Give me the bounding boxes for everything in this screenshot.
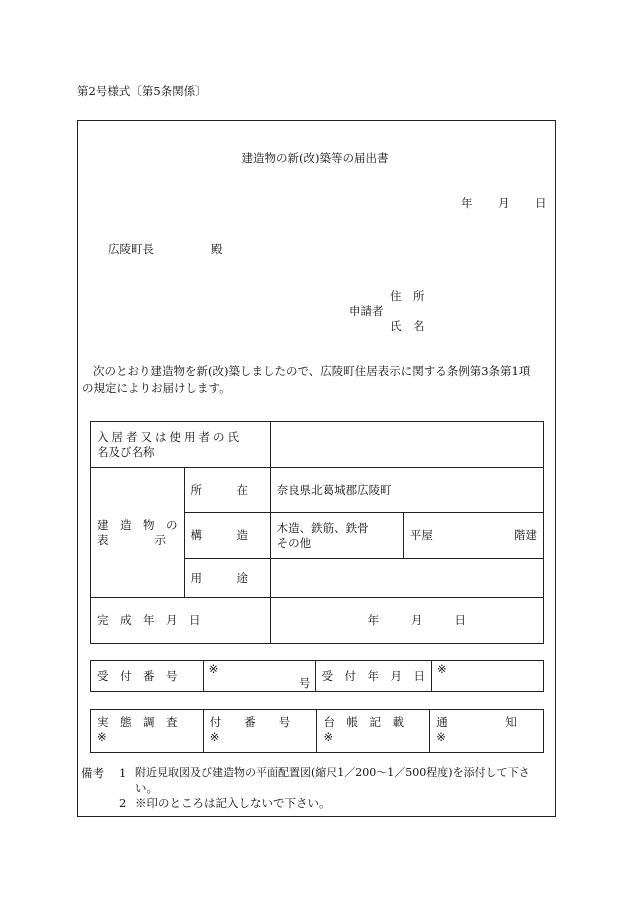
completion-date-cell[interactable] [270, 598, 543, 644]
survey-cell[interactable] [91, 710, 204, 753]
applicant-name-label: 氏 名 [390, 319, 425, 333]
notice-mark: ※ [436, 730, 446, 744]
completion-month: 月 [411, 613, 423, 627]
addressee-name: 広陵町長 [108, 242, 154, 256]
completion-label: 完 成 年 月 日 [97, 613, 201, 627]
remarks-item2-text: ※印のところは記入しないで下さい。 [135, 796, 331, 810]
applicant-label: 申請者 [349, 304, 384, 318]
reception-date-value-cell[interactable] [432, 661, 544, 692]
location-value: 奈良県北葛城郡広陵町 [276, 482, 392, 497]
reception-date-mark: ※ [437, 662, 447, 676]
resident-name-value-cell[interactable] [270, 422, 543, 468]
floors-prefix: 平屋 [409, 528, 433, 542]
form-number: 第2号様式〔第5条関係〕 [77, 84, 207, 98]
numbering-cell[interactable] [203, 710, 317, 753]
reception-number-value-cell[interactable] [203, 661, 315, 692]
use-label: 用 途 [190, 570, 248, 585]
remarks-item1-number: 1 [119, 766, 127, 780]
resident-name-label-1: 入居者又は使用者の氏 [97, 429, 242, 444]
structure-value-1: 木造、鉄筋、鉄骨 [276, 520, 369, 535]
structure-label-cell [184, 513, 270, 559]
ledger-label: 台 帳 記 載 [323, 715, 404, 729]
building-display-label-cell [91, 468, 185, 598]
building-display-label-2: 表 示 [97, 532, 166, 547]
reception-date-label: 受 付 年 月 日 [321, 668, 426, 683]
remarks-label: 備考 [81, 766, 104, 780]
reception-number-suffix: 号 [299, 676, 311, 690]
floors-cell[interactable] [403, 513, 543, 559]
form-title: 建造物の新(改)築等の届出書 [241, 151, 389, 165]
use-value-cell[interactable] [270, 559, 543, 598]
addressee-honorific: 殿 [211, 242, 223, 256]
use-label-cell [184, 559, 270, 598]
completion-day: 日 [454, 613, 466, 627]
applicant-address-label: 住 所 [390, 289, 425, 303]
notice-cell[interactable] [430, 710, 544, 753]
numbering-label: 付 番 号 [209, 715, 291, 729]
survey-mark: ※ [97, 730, 107, 744]
location-label: 所 在 [190, 482, 248, 497]
date-month-label: 月 [498, 196, 510, 210]
location-value-cell[interactable] [270, 468, 543, 513]
reception-number-mark: ※ [208, 662, 219, 676]
date-day-label: 日 [535, 196, 547, 210]
floors-suffix: 階建 [514, 528, 537, 542]
ledger-mark: ※ [323, 730, 334, 744]
building-display-label-1: 建 造 物 の [97, 517, 178, 532]
remarks-item1-text-1: 附近見取図及び建造物の平面配置図(縮尺1／200〜1／500程度)を添付して下さ [135, 766, 530, 779]
reception-table [90, 660, 544, 692]
structure-label: 構 造 [190, 528, 248, 542]
numbering-mark: ※ [209, 730, 220, 744]
completion-label-cell [91, 598, 271, 644]
notice-label: 通 知 [436, 715, 517, 729]
survey-label: 実 態 調 査 [97, 715, 178, 729]
survey-table [90, 709, 544, 753]
location-label-cell [184, 468, 270, 513]
building-info-table [90, 421, 544, 644]
resident-name-label-2: 名及び名称 [97, 444, 155, 459]
body-text-line1: 次のとおり建造物を新(改)築しましたので、広陵町住居表示に関する条例第3条第1項 [93, 364, 531, 378]
reception-date-label-cell [315, 661, 432, 692]
remarks-item1-text-2: い。 [135, 781, 158, 795]
body-text-line2: の規定によりお届けします。 [82, 381, 231, 395]
ledger-cell[interactable] [317, 710, 430, 753]
reception-number-label: 受 付 番 号 [97, 668, 178, 683]
resident-name-label-cell [91, 422, 271, 468]
structure-value-cell[interactable] [270, 513, 403, 559]
reception-number-label-cell [91, 661, 204, 692]
remarks-item2-number: 2 [119, 796, 127, 810]
completion-year: 年 [367, 613, 380, 627]
date-year-label: 年 [461, 196, 473, 210]
structure-value-2: その他 [276, 535, 312, 550]
